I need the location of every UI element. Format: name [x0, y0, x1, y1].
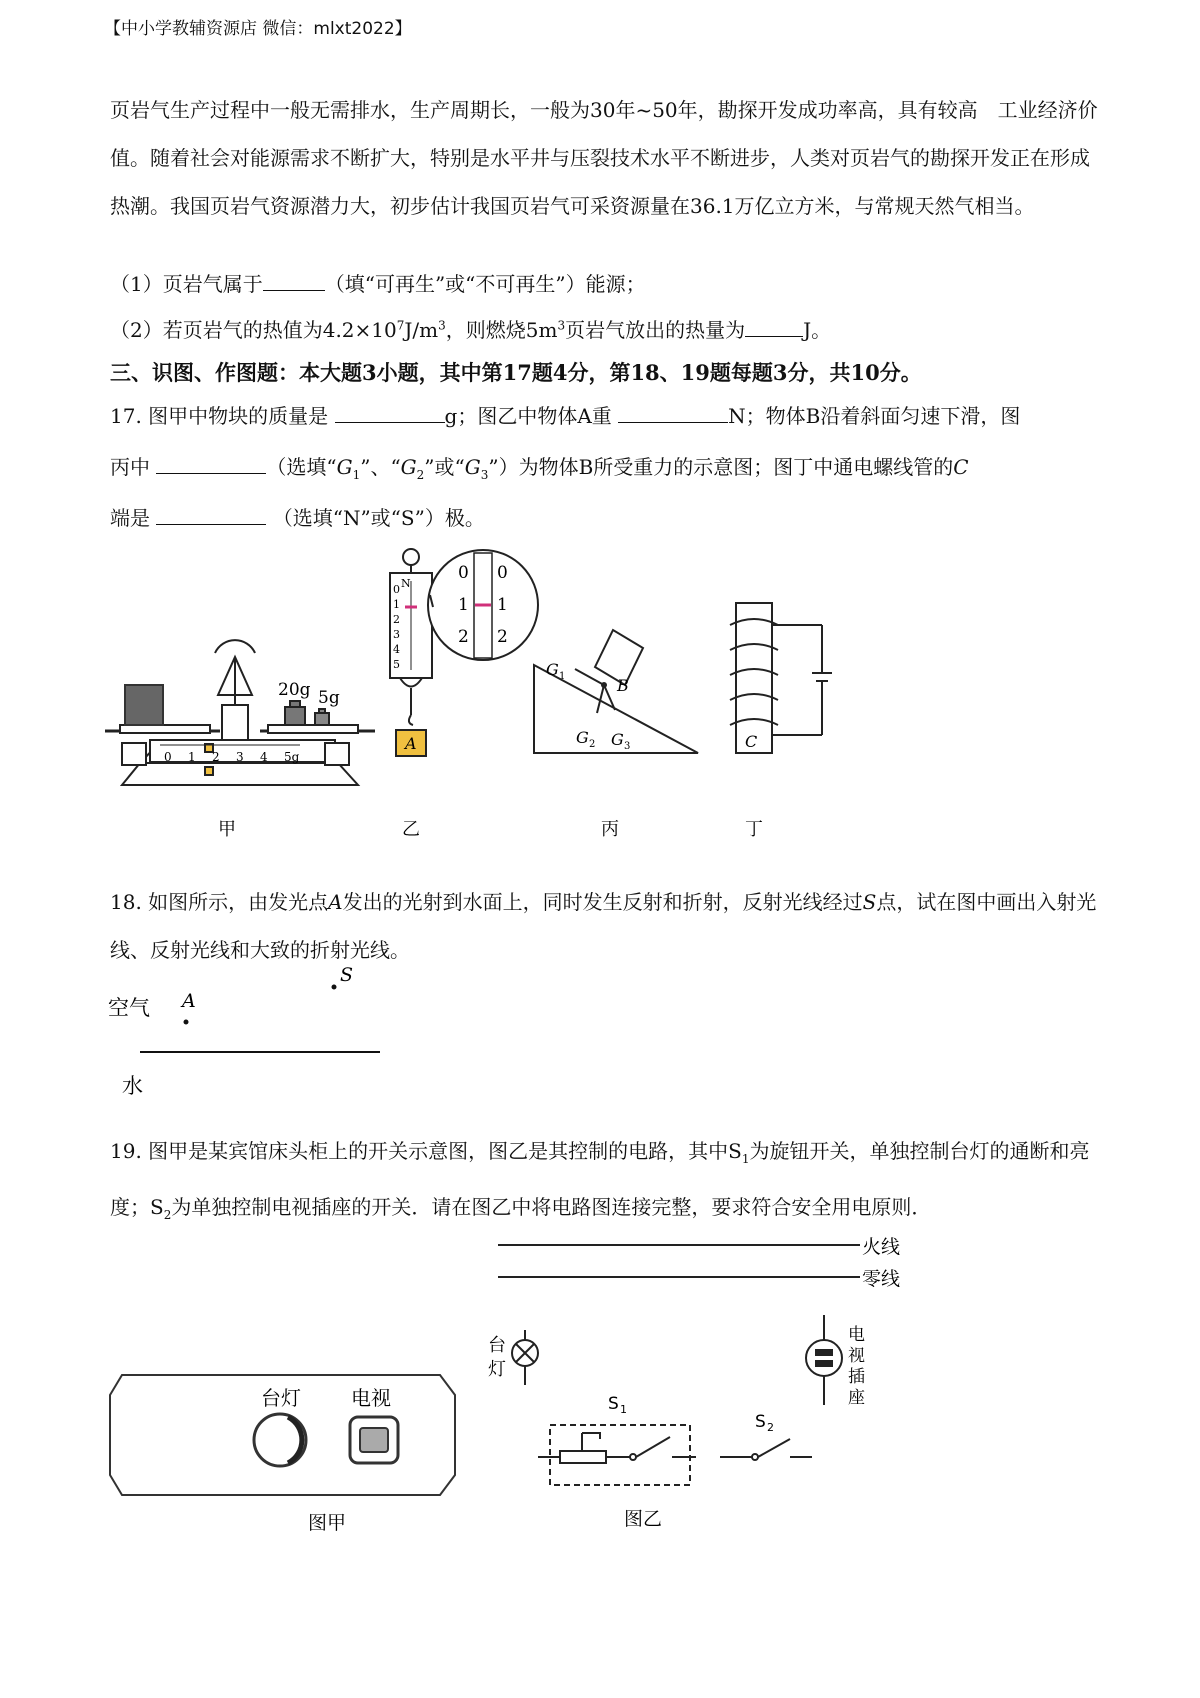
tick-label: 4: [260, 750, 268, 764]
q16-part1-prefix: （1）页岩气属于: [110, 272, 263, 296]
subscript: 3: [624, 741, 631, 752]
q19-text-part: 为旋钮开关，单独控制台灯的通断和亮度；S: [110, 1139, 1090, 1219]
exponent: 3: [557, 318, 566, 333]
force-g1-label: G: [546, 660, 559, 679]
q18-text-part: 18. 如图所示，由发光点: [110, 890, 329, 914]
figure-19: [100, 1225, 901, 1534]
subscript: 1: [352, 468, 361, 482]
weight-20g-label: 20g: [278, 680, 311, 700]
subscript: 2: [589, 739, 596, 750]
q17-text: ”、“: [360, 455, 401, 479]
point-s-label: S: [340, 964, 354, 986]
point-s: [332, 985, 337, 990]
exponent: 3: [438, 318, 446, 333]
tick-label: 0: [164, 750, 172, 764]
q16-part2-mid: ，则燃烧5m: [445, 318, 558, 342]
var-g: G: [400, 455, 417, 479]
block-b-label: B: [617, 676, 629, 695]
tick-label: 3: [236, 750, 244, 764]
s1-label: S: [608, 1394, 619, 1414]
var-c: C: [953, 455, 969, 479]
tick-label: 2: [212, 750, 220, 764]
answer-blank[interactable]: [156, 504, 266, 525]
subscript: 2: [416, 468, 425, 482]
answer-blank[interactable]: [745, 316, 803, 337]
q16-part2-mid: 页岩气放出的热量为: [565, 318, 746, 342]
q17-line1: [110, 400, 1020, 429]
q16-part2-prefix: （2）若页岩气的热值为4.2×10: [110, 318, 397, 342]
spring-tick: 2: [393, 613, 400, 626]
var-s: S: [862, 890, 877, 914]
socket-label-line2: 视: [848, 1346, 865, 1366]
var-a: A: [328, 890, 343, 914]
q17-text: （选填“N”或“S”）极。: [272, 506, 485, 530]
q17-text: ”或“: [424, 455, 465, 479]
q18-text: [110, 878, 1100, 974]
caption-figure-a: 图甲: [308, 1512, 347, 1534]
caption-jia: 甲: [218, 819, 236, 840]
q17-text: 端是: [110, 506, 150, 530]
unit-text: J/m: [404, 318, 439, 342]
spring-tick: 3: [393, 628, 400, 641]
answer-blank[interactable]: [263, 270, 325, 291]
caption-ding: 丁: [745, 819, 763, 840]
zoom-tick: 2: [497, 627, 508, 647]
q16-part2: [110, 314, 831, 343]
socket-label-line1: 电: [848, 1325, 865, 1345]
var-g: G: [336, 455, 353, 479]
lamp-label-line1: 台: [488, 1335, 506, 1356]
q19-text-part: 19. 图甲是某宾馆床头柜上的开关示意图，图乙是其控制的电路，其中S: [110, 1139, 742, 1163]
q17-text: 丙中: [110, 455, 150, 479]
zoom-tick: 2: [458, 627, 469, 647]
point-a-label: A: [182, 990, 196, 1012]
q17-text: （选填“: [266, 455, 337, 479]
power-lines: [498, 1245, 860, 1277]
tick-label: 1: [188, 750, 196, 764]
var-g: G: [464, 455, 481, 479]
q17-line3: [110, 502, 485, 531]
spring-tick: 5: [393, 658, 400, 671]
q16-part2-suffix: J。: [803, 318, 832, 342]
subscript: 1: [620, 1403, 627, 1416]
spring-tick: 4: [393, 643, 400, 656]
q18-text-part: 点，试在图中画出入射光线、反射光线和大致的折射光线。: [110, 890, 1097, 962]
subscript: 1: [741, 1152, 750, 1166]
spring-tick: 0: [393, 583, 400, 596]
air-label: 空气: [108, 996, 150, 1020]
figure-17: [100, 545, 780, 855]
socket-label-line4: 座: [848, 1388, 865, 1408]
water-label: 水: [122, 1074, 143, 1098]
point-a: [184, 1020, 189, 1025]
intro-paragraph: 页岩气生产过程中一般无需排水，生产周期长，一般为30年~50年，勘探开发成功率高，具有较高 工业经济价值。随着社会对能源需求不断扩大，特别是水平井与压裂技术水平不断进步，人类对页岩气的勘探开发正在形成热潮。我国页岩气资源潜力大，初步估计我国页岩气可采资源量在36.1万亿立方米，与常规天然气相当。: [110, 98, 1098, 218]
zoom-tick: 0: [458, 563, 469, 583]
q17-text: g；图乙中物体A重: [444, 404, 612, 428]
panel-lamp-label: 台灯: [261, 1386, 301, 1410]
subscript: 1: [559, 671, 566, 682]
live-wire-label: 火线: [862, 1236, 901, 1258]
s2-switch: [720, 1439, 812, 1460]
solenoid-diagram: [730, 603, 832, 753]
spring-unit: N: [401, 577, 411, 590]
q19-text: [110, 1127, 1100, 1239]
subscript: 2: [767, 1421, 774, 1434]
q17-text: N；物体B沿着斜面匀速下滑，图: [728, 404, 1021, 428]
figure-18: [100, 964, 480, 1105]
subscript: 2: [163, 1208, 172, 1222]
q18-text-part: 发出的光射到水面上，同时发生反射和折射，反射光线经过: [342, 890, 863, 914]
lamp-label-line2: 灯: [488, 1359, 506, 1380]
s1-switch: [538, 1425, 696, 1485]
q16-part1: [110, 268, 646, 297]
force-g2-label: G: [576, 728, 589, 747]
zoom-tick: 1: [458, 595, 469, 615]
subscript: 3: [480, 468, 489, 482]
caption-figure-b: 图乙: [624, 1508, 663, 1530]
zoom-tick: 0: [497, 563, 508, 583]
neutral-wire-label: 零线: [862, 1268, 901, 1290]
q17-line2: [110, 451, 969, 482]
force-g3-label: G: [611, 730, 624, 749]
lamp-symbol: [512, 1330, 538, 1385]
s2-label: S: [755, 1412, 766, 1432]
q19-text-part: 为单独控制电视插座的开关．请在图乙中将电路图连接完整，要求符合安全用电原则．: [171, 1195, 932, 1219]
socket-symbol: [806, 1315, 842, 1405]
spring-tick: 1: [393, 598, 400, 611]
tick-label: 5g: [284, 750, 300, 764]
object-a-label: A: [405, 734, 417, 753]
exponent: 7: [396, 318, 405, 333]
zoom-tick: 1: [497, 595, 508, 615]
q17-text: 17. 图甲中物块的质量是: [110, 404, 329, 428]
end-c-label: C: [745, 732, 758, 751]
panel-tv-label: 电视: [351, 1386, 391, 1410]
answer-blank[interactable]: [618, 402, 728, 423]
answer-blank[interactable]: [335, 402, 445, 423]
q16-part1-suffix: （填“可再生”或“不可再生”）能源；: [324, 272, 646, 296]
page-header: 【中小学教辅资源店 微信：mlxt2022】: [104, 19, 412, 39]
center-of-mass: [601, 682, 607, 688]
q17-text: ”）为物体B所受重力的示意图；图丁中通电螺线管的: [488, 455, 954, 479]
caption-bing: 丙: [601, 819, 619, 840]
caption-yi: 乙: [402, 819, 420, 840]
answer-blank[interactable]: [156, 453, 266, 474]
socket-label-line3: 插: [848, 1367, 865, 1387]
section3-title: 三、识图、作图题：本大题3小题，其中第17题4分，第18、19题每题3分，共10分。: [110, 360, 922, 385]
weight-5g-label: 5g: [318, 688, 340, 708]
